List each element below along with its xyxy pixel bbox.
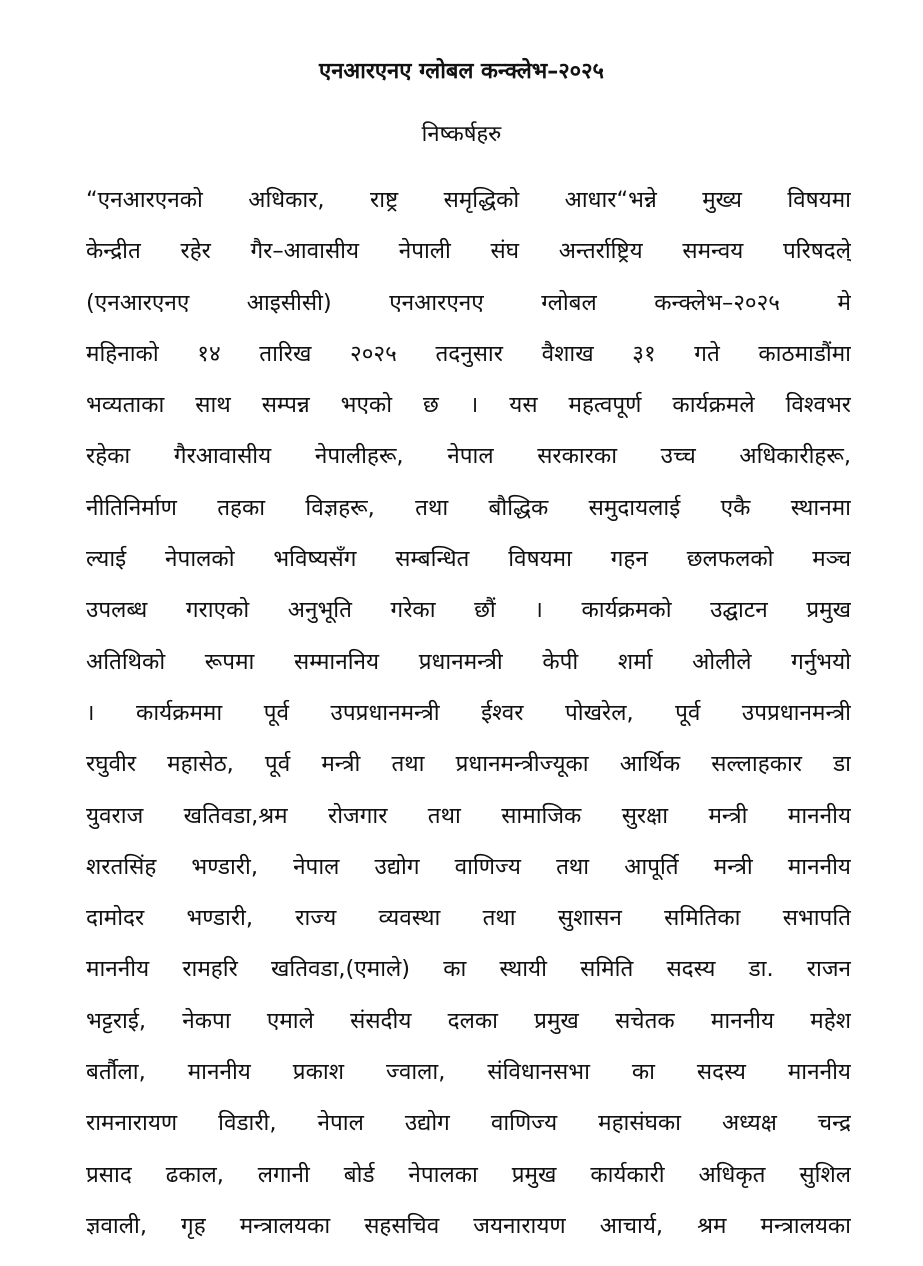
text-line: भट्टराई, नेकपा एमाले संसदीय दलका प्रमुख सचेतक माननीय महेश [86, 1007, 851, 1034]
text-line: ज्ञवाली, गृह मन्त्रालयका सहसचिव जयनारायण आचार्य, श्रम मन्त्रालयका [86, 1212, 851, 1239]
document-title: एनआरएनए ग्लोबल कन्क्लेभ–२०२५ [319, 59, 604, 84]
document-subtitle: निष्कर्षहरु [421, 122, 502, 147]
text-line: रहेका गैरआवासीय नेपालीहरू, नेपाल सरकारका उच्च अधिकारीहरू, [86, 443, 851, 470]
text-line: भव्यताका साथ सम्पन्न भएको छ । यस महत्वपूर्ण कार्यक्रमले विश्वभर [86, 392, 851, 419]
text-line: माननीय रामहरि खतिवडा,(एमाले) का स्थायी समिति सदस्य डा. राजन [86, 956, 851, 983]
text-line: प्रसाद ढकाल, लगानी बोर्ड नेपालका प्रमुख कार्यकारी अधिकृत सुशिल [86, 1161, 851, 1188]
text-line: (एनआरएनए आइसीसी) एनआरएनए ग्लोबल कन्क्लेभ–२०२५ मे [86, 289, 851, 316]
text-line: “एनआरएनको अधिकार, राष्ट्र समृद्धिको आधार“भन्ने मुख्य विषयमा [86, 187, 851, 213]
text-line: दामोदर भण्डारी, राज्य व्यवस्था तथा सुशासन समितिका सभापति [86, 905, 851, 932]
text-line: युवराज खतिवडा,श्रम रोजगार तथा सामाजिक सुरक्षा मन्त्री माननीय [86, 802, 851, 829]
text-line: रामनारायण विडारी, नेपाल उद्योग वाणिज्य महासंघका अध्यक्ष चन्द्र [86, 1110, 851, 1137]
text-line: महिनाको १४ तारिख २०२५ तदनुसार वैशाख ३१ गते काठमाडौंमा [86, 340, 851, 367]
text-line: ल्याई नेपालको भविष्यसँग सम्बन्धित विषयमा गहन छलफलको मञ्च [86, 546, 851, 573]
text-line: शरतसिंह भण्डारी, नेपाल उद्योग वाणिज्य तथा आपूर्ति मन्त्री माननीय [86, 853, 851, 880]
text-line: अतिथिको रूपमा सम्माननिय प्रधानमन्त्री केपी शर्मा ओलीले गर्नुभयो [86, 648, 851, 675]
text-line: केन्द्रीत रहेर गैर–आवासीय नेपाली संघ अन्तर्राष्ट्रिय समन्वय परिषदले् [86, 238, 851, 265]
text-line: उपलब्ध गराएको अनुभूति गरेका छौं । कार्यक्रमको उद्घाटन प्रमुख [86, 597, 851, 624]
text-line: नीतिनिर्माण तहका विज्ञहरू, तथा बौद्धिक समुदायलाई एकै स्थानमा [86, 494, 851, 521]
text-line: बर्तौला, माननीय प्रकाश ज्वाला, संविधानसभा का सदस्य माननीय [86, 1059, 851, 1086]
text-line: । कार्यक्रममा पूर्व उपप्रधानमन्त्री ईश्वर पोखरेल, पूर्व उपप्रधानमन्त्री [86, 699, 851, 726]
text-line: रघुवीर महासेठ, पूर्व मन्त्री तथा प्रधानमन्त्रीज्यूका आर्थिक सल्लाहकार डा [86, 751, 851, 778]
body-paragraph [86, 178, 851, 1255]
